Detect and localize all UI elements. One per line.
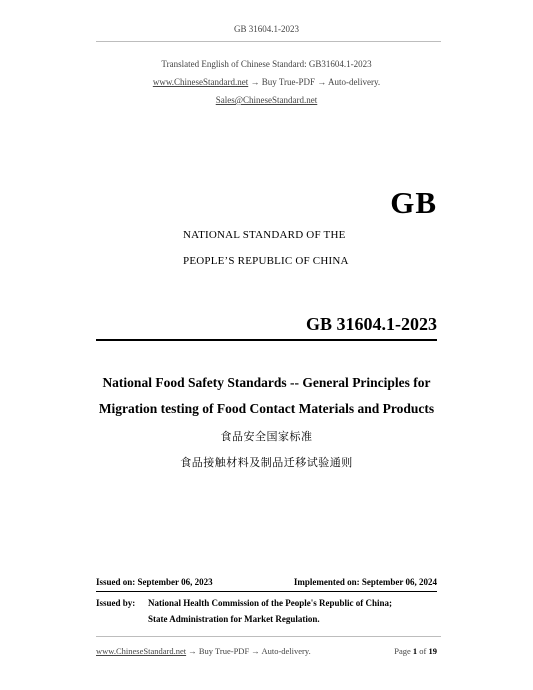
buy-line (0, 77, 533, 87)
gb-mark: GB (390, 185, 437, 220)
title-cn-line1: 食品安全国家标准 (220, 431, 313, 443)
title-en-line1: National Food Safety Standards -- General Principles for (102, 375, 431, 390)
issue-divider (96, 591, 437, 592)
standard-number: GB 31604.1-2023 (305, 314, 437, 334)
chinese-standard-link[interactable]: www.ChineseStandard.net (152, 77, 249, 87)
national-standard-line2: PEOPLE’S REPUBLIC OF CHINA (183, 255, 349, 267)
issued-by-line2: State Administration for Market Regulation. (148, 614, 320, 624)
page-label: Page (394, 646, 411, 656)
title-divider (96, 339, 437, 341)
page-current: 1 (412, 646, 418, 656)
sales-email-link[interactable]: Sales@ChineseStandard.net (215, 95, 318, 105)
page-indicator (394, 646, 437, 656)
footer-site-link[interactable]: www.ChineseStandard.net (96, 646, 187, 656)
issued-by-label: Issued by: (96, 598, 136, 608)
running-header: GB 31604.1-2023 (234, 24, 299, 34)
page-total: 19 (428, 646, 437, 656)
footer-buy-line (96, 646, 311, 656)
footer-divider (96, 636, 441, 637)
header-divider (96, 41, 441, 42)
issued-on: Issued on: September 06, 2023 (96, 577, 213, 587)
footer-buy-text: → Buy True-PDF → Auto-delivery. (188, 646, 311, 656)
title-en-line2: Migration testing of Food Contact Materials and Products (98, 401, 435, 416)
translation-note: Translated English of Chinese Standard: GB31604.1-2023 (161, 59, 372, 69)
title-cn-line2: 食品接触材料及制品迁移试验通则 (180, 457, 353, 469)
sales-line (0, 95, 533, 105)
page-of: of (419, 646, 427, 656)
implemented-on: Implemented on: September 06, 2024 (293, 577, 437, 587)
buy-line-text: → Buy True-PDF → Auto-delivery. (250, 77, 381, 87)
national-standard-line1: NATIONAL STANDARD OF THE (183, 229, 346, 241)
issued-by-line1: National Health Commission of the People's Republic of China; (148, 598, 393, 608)
